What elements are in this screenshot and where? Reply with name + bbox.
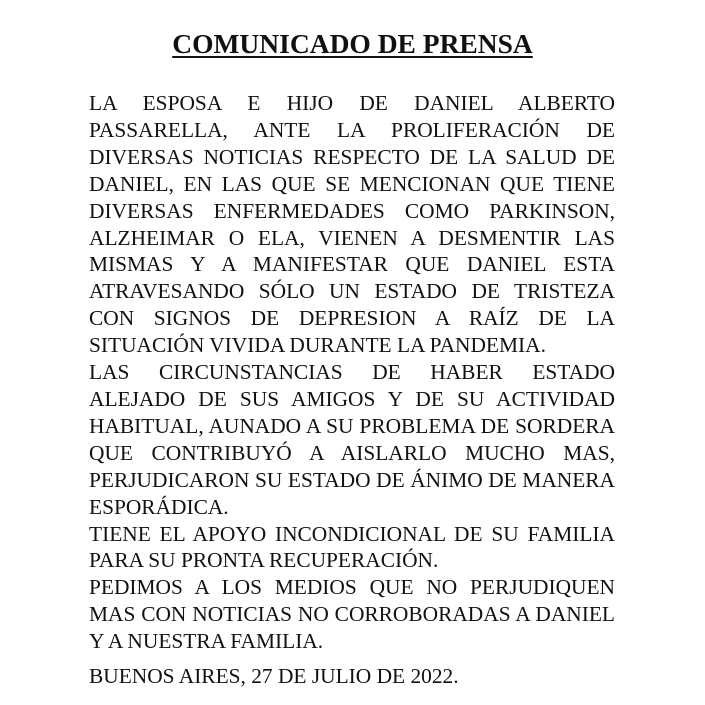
paragraph-media-request: PEDIMOS A LOS MEDIOS QUE NO PERJUDIQUEN MAS CON NOTICIAS NO CORROBORADAS A DANIEL Y A NUESTRA FAMILIA. xyxy=(89,575,615,654)
paragraph-circumstances: LAS CIRCUNSTANCIAS DE HABER ESTADO ALEJADO DE SUS AMIGOS Y DE SU ACTIVIDAD HABITUAL, AUNADO A SU PROBLEMA DE SORDERA QUE CONTRIBUYÓ A AISLARLO MUCHO MAS, PERJUDICARON SU ESTADO DE ÁNIMO DE MANERA ESPORÁDICA. xyxy=(89,360,615,519)
document-body xyxy=(89,90,615,655)
paragraph-health-statement: LA ESPOSA E HIJO DE DANIEL ALBERTO PASSARELLA, ANTE LA PROLIFERACIÓN DE DIVERSAS NOTICIAS RESPECTO DE LA SALUD DE DANIEL, EN LAS QUE SE MENCIONAN QUE TIENE DIVERSAS ENFERMEDADES COMO PARKINSON, ALZHEIMAR O ELA, VIENEN A DESMENTIR LAS MISMAS Y A MANIFESTAR QUE DANIEL ESTA ATRAVESANDO SÓLO UN ESTADO DE TRISTEZA CON SIGNOS DE DEPRESION A RAÍZ DE LA SITUACIÓN VIVIDA DURANTE LA PANDEMIA. xyxy=(89,91,615,358)
place-and-date: BUENOS AIRES, 27 DE JULIO DE 2022. xyxy=(89,664,459,688)
document-title: COMUNICADO DE PRENSA xyxy=(172,28,533,59)
paragraph-family-support: TIENE EL APOYO INCONDICIONAL DE SU FAMILIA PARA SU PRONTA RECUPERACIÓN. xyxy=(89,521,615,573)
